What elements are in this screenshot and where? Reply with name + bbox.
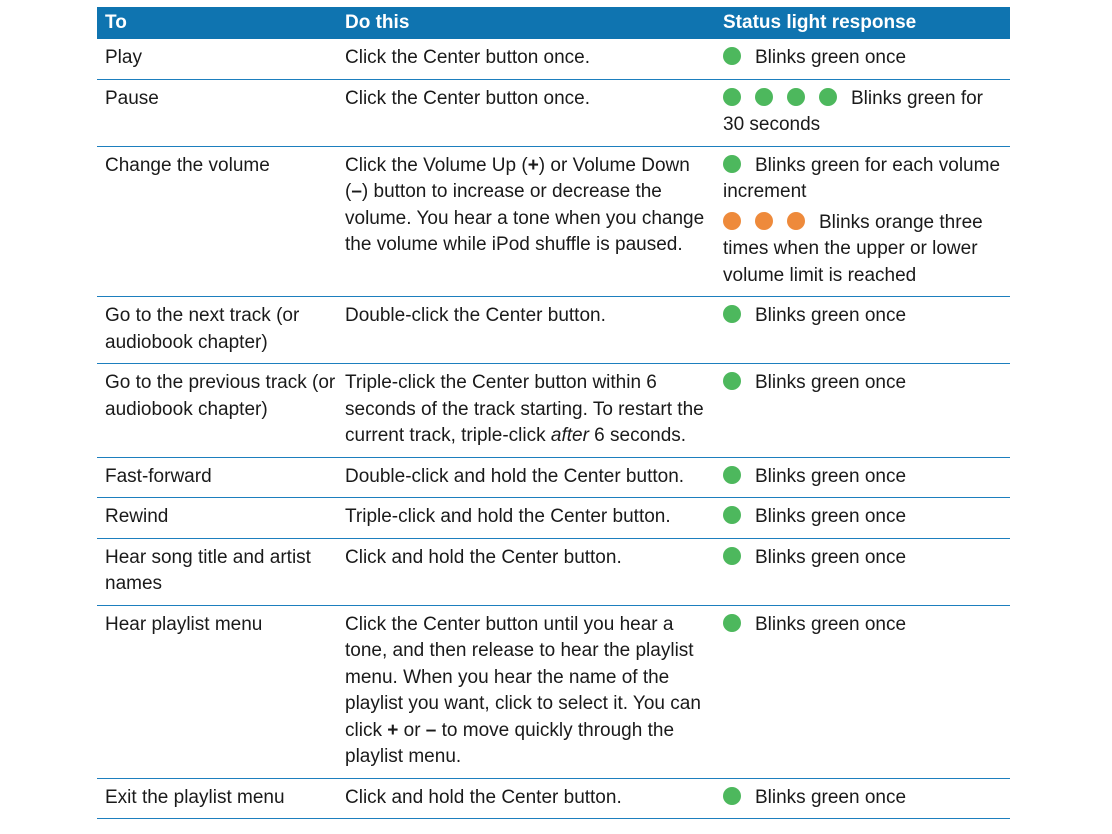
status-text: Blinks green for each volume increment (723, 154, 1001, 202)
instruction-text: or (398, 719, 426, 741)
status-text: Blinks green once (755, 613, 907, 635)
status-cell (715, 80, 1010, 146)
status-text: Blinks green once (755, 47, 907, 68)
table-row (97, 539, 1010, 606)
status-cell (715, 498, 1010, 538)
status-cell (715, 539, 1010, 605)
table-row (97, 364, 1010, 458)
status-cell (715, 364, 1010, 457)
action-cell: Fast-forward (105, 465, 212, 487)
controls-table (97, 7, 1010, 819)
table-row (97, 458, 1010, 499)
action-cell: Play (105, 47, 142, 68)
minus-symbol: – (425, 719, 437, 741)
orange-light-icon (787, 212, 805, 230)
green-light-icon (755, 88, 773, 106)
table-row (97, 80, 1010, 147)
instruction-cell (337, 364, 715, 457)
instruction-cell: Click and hold the Center button. (345, 546, 622, 568)
instruction-cell: Triple-click and hold the Center button. (345, 506, 671, 527)
instruction-text: Click the Volume Up ( (345, 154, 528, 176)
instruction-cell: Double-click and hold the Center button. (345, 465, 685, 487)
green-light-icon (723, 305, 741, 323)
status-text: Blinks green once (755, 786, 907, 808)
instruction-cell: Double-click the Center button. (345, 305, 606, 326)
instruction-cell: Click and hold the Center button. (345, 786, 622, 808)
green-light-icon (723, 155, 741, 173)
green-light-icon (723, 47, 741, 65)
instruction-text: Triple-click the Center button within 6 seconds of the track starting. To restart the current track, triple-click (345, 372, 704, 446)
instruction-cell: Click the Center button once. (345, 87, 591, 109)
status-text: Blinks green for 30 seconds (723, 87, 984, 135)
action-cell: Exit the playlist menu (105, 786, 285, 808)
header-status: Status light response (723, 12, 917, 33)
action-cell: Pause (105, 87, 159, 109)
instruction-text: to move quickly through the playlist menu. (345, 719, 675, 767)
table-row (97, 147, 1010, 298)
green-light-icon (723, 88, 741, 106)
instruction-cell (337, 147, 715, 297)
action-cell: Change the volume (105, 154, 270, 176)
status-cell (715, 147, 1010, 297)
status-cell (715, 39, 1010, 79)
green-light-icon (723, 547, 741, 565)
green-light-icon (787, 88, 805, 106)
status-cell (715, 606, 1010, 778)
table-row (97, 39, 1010, 80)
action-cell: Hear song title and artist names (105, 546, 311, 594)
instruction-emphasis: after (550, 425, 589, 446)
green-light-icon (723, 614, 741, 632)
green-light-icon (723, 372, 741, 390)
green-light-icon (723, 506, 741, 524)
header-do-this: Do this (345, 12, 410, 33)
plus-symbol: + (527, 154, 539, 176)
table-row (97, 297, 1010, 364)
table-row (97, 498, 1010, 539)
status-text: Blinks green once (755, 305, 907, 326)
instruction-cell: Click the Center button once. (345, 47, 591, 68)
table-row (97, 606, 1010, 779)
instruction-text: Click the Center button until you hear a tone, and then release to hear the playlist menu. When you hear the name of the playlist you want, click to select it. You can click (345, 613, 701, 741)
header-to: To (105, 12, 127, 33)
orange-light-icon (723, 212, 741, 230)
green-light-icon (723, 787, 741, 805)
action-cell: Hear playlist menu (105, 613, 263, 635)
instruction-text: 6 seconds. (588, 425, 687, 446)
status-cell (715, 779, 1010, 819)
table-header (97, 7, 1010, 39)
table-row (97, 779, 1010, 820)
green-light-icon (819, 88, 837, 106)
minus-symbol: – (351, 181, 362, 202)
status-text: Blinks green once (755, 546, 907, 568)
status-text: Blinks green once (755, 506, 907, 527)
action-cell: Go to the next track (or audiobook chapter) (105, 305, 300, 353)
instruction-cell (337, 606, 715, 778)
orange-light-icon (755, 212, 773, 230)
green-light-icon (723, 466, 741, 484)
action-cell: Go to the previous track (or audiobook chapter) (105, 372, 336, 420)
instruction-text: ) or Volume Down ( (345, 154, 690, 202)
status-text: Blinks green once (755, 372, 907, 393)
action-cell: Rewind (105, 506, 169, 527)
plus-symbol: + (387, 719, 399, 741)
status-text: Blinks green once (755, 465, 907, 487)
instruction-text: ) button to increase or decrease the volume. You hear a tone when you change the volume while iPod shuffle is paused. (345, 181, 705, 255)
status-text: Blinks orange three times when the upper or lower volume limit is reached (723, 211, 983, 286)
status-cell (715, 297, 1010, 363)
status-cell (715, 458, 1010, 498)
